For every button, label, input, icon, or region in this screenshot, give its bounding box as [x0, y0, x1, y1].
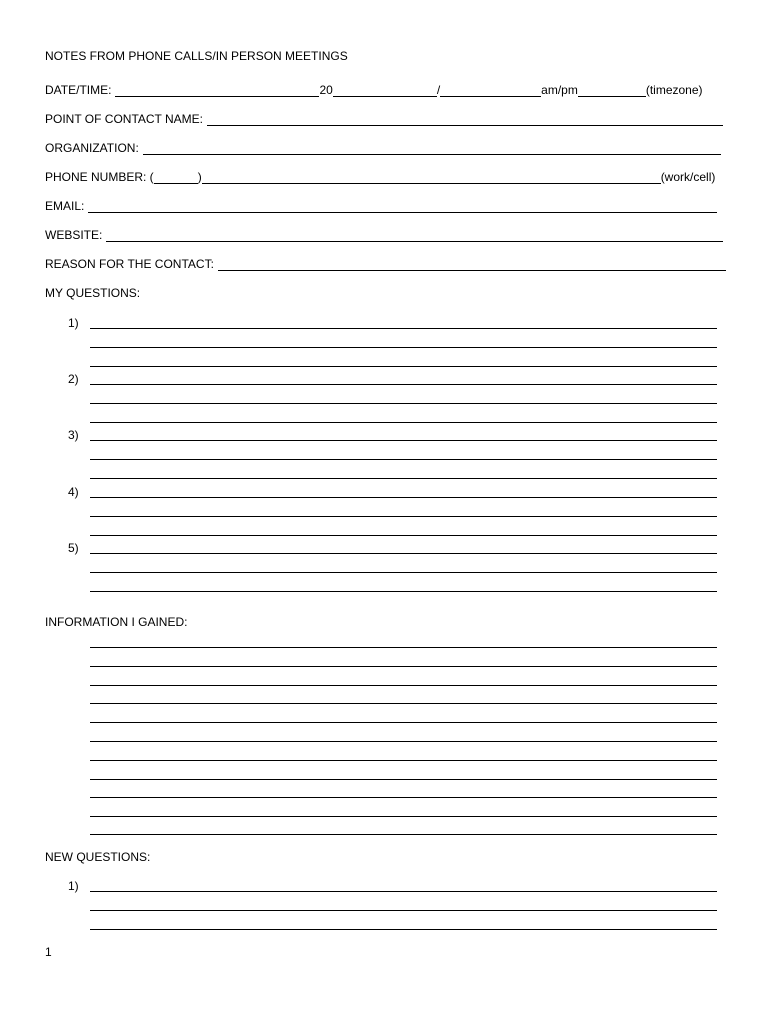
info-line[interactable] — [90, 760, 717, 761]
answer-line[interactable] — [90, 929, 717, 930]
reason-blank[interactable] — [218, 258, 726, 271]
point-of-contact-blank[interactable] — [207, 113, 723, 126]
point-of-contact-field[interactable] — [45, 112, 723, 126]
answer-line[interactable] — [90, 459, 717, 460]
info-line[interactable] — [90, 779, 717, 780]
info-line[interactable] — [90, 797, 717, 798]
question-number: 1) — [68, 316, 79, 330]
answer-line[interactable] — [90, 891, 717, 892]
page-title: NOTES FROM PHONE CALLS/IN PERSON MEETINGS — [45, 49, 348, 63]
website-field[interactable] — [45, 228, 723, 242]
answer-line[interactable] — [90, 591, 717, 592]
datetime-label: DATE/TIME: — [45, 83, 112, 97]
information-gained-heading: INFORMATION I GAINED: — [45, 615, 188, 629]
question-number: 3) — [68, 428, 79, 442]
answer-line[interactable] — [90, 478, 717, 479]
info-line[interactable] — [90, 741, 717, 742]
area-code-blank[interactable] — [154, 171, 198, 184]
question-number: 2) — [68, 372, 79, 386]
email-label: EMAIL: — [45, 199, 85, 213]
website-label: WEBSITE: — [45, 228, 103, 242]
email-blank[interactable] — [88, 200, 717, 213]
info-line[interactable] — [90, 703, 717, 704]
year-prefix: 20 — [319, 83, 333, 97]
answer-line[interactable] — [90, 347, 717, 348]
email-field[interactable] — [45, 199, 717, 213]
question-number: 4) — [68, 485, 79, 499]
date-slash: / — [436, 83, 441, 97]
phone-number-blank[interactable] — [202, 171, 661, 184]
website-blank[interactable] — [106, 229, 723, 242]
answer-line[interactable] — [90, 535, 717, 536]
timezone-label: (timezone) — [645, 83, 703, 97]
reason-label: REASON FOR THE CONTACT: — [45, 257, 214, 271]
answer-line[interactable] — [90, 403, 717, 404]
answer-line[interactable] — [90, 440, 717, 441]
organization-label: ORGANIZATION: — [45, 141, 139, 155]
answer-line[interactable] — [90, 910, 717, 911]
phone-type-label: (work/cell) — [660, 170, 716, 184]
my-questions-heading: MY QUESTIONS: — [45, 286, 141, 300]
answer-line[interactable] — [90, 572, 717, 573]
question-number: 1) — [68, 879, 79, 893]
organization-field[interactable] — [45, 141, 721, 155]
info-line[interactable] — [90, 834, 717, 835]
datetime-field[interactable] — [45, 83, 703, 97]
point-of-contact-label: POINT OF CONTACT NAME: — [45, 112, 204, 126]
ampm-blank[interactable] — [578, 84, 646, 97]
answer-line[interactable] — [90, 553, 717, 554]
info-line[interactable] — [90, 647, 717, 648]
question-number: 5) — [68, 541, 79, 555]
info-line[interactable] — [90, 722, 717, 723]
answer-line[interactable] — [90, 384, 717, 385]
answer-line[interactable] — [90, 516, 717, 517]
answer-line[interactable] — [90, 366, 717, 367]
organization-blank[interactable] — [143, 142, 721, 155]
answer-line[interactable] — [90, 422, 717, 423]
info-line[interactable] — [90, 685, 717, 686]
time-blank[interactable] — [440, 84, 541, 97]
info-line[interactable] — [90, 666, 717, 667]
answer-line[interactable] — [90, 497, 717, 498]
page-number: 1 — [45, 945, 52, 959]
year-blank[interactable] — [333, 84, 437, 97]
ampm-label: am/pm — [541, 83, 578, 97]
reason-field[interactable] — [45, 257, 726, 271]
phone-number-label: PHONE NUMBER: ( — [45, 170, 154, 184]
phone-number-field[interactable] — [45, 170, 715, 184]
answer-line[interactable] — [90, 328, 717, 329]
new-questions-heading: NEW QUESTIONS: — [45, 850, 151, 864]
phone-paren: ) — [197, 170, 202, 184]
date-blank[interactable] — [115, 84, 319, 97]
info-line[interactable] — [90, 816, 717, 817]
